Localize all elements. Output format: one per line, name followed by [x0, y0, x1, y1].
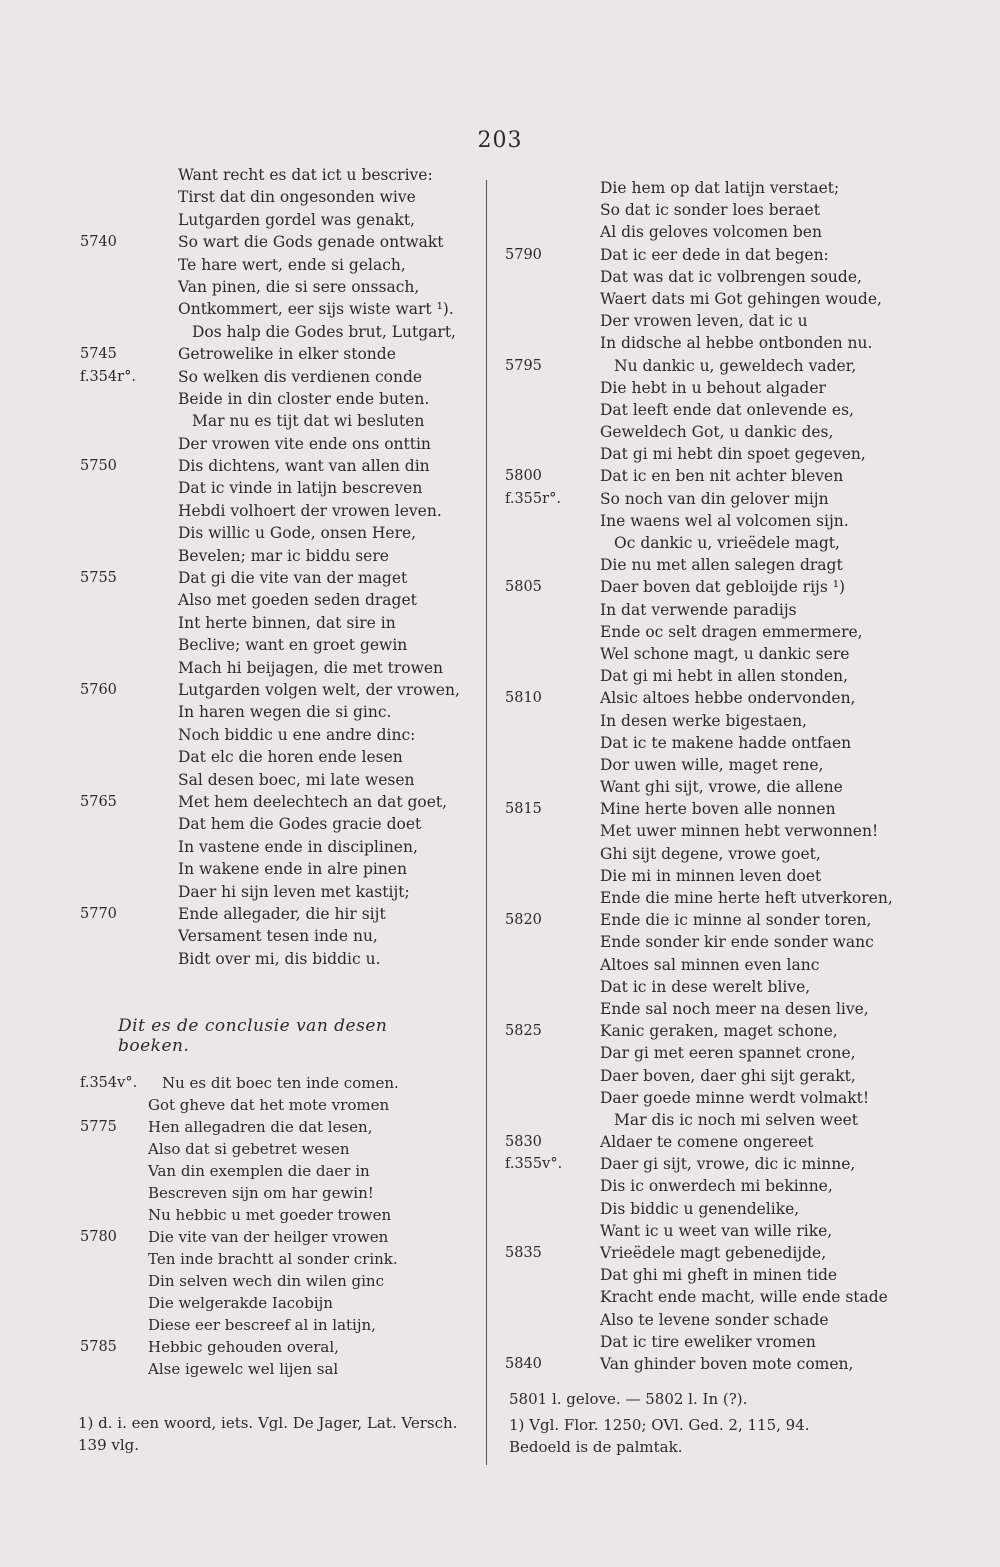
verse-text: Dat leeft ende dat onlevende es,	[600, 400, 854, 419]
verse-line	[80, 410, 480, 432]
verse-text: Wel schone magt, u dankic sere	[600, 644, 850, 663]
verse-line	[505, 887, 893, 909]
verse-text: Aldaer te comene ongereet	[600, 1133, 814, 1152]
line-number: 5825	[505, 1023, 542, 1040]
verse-text: Ontkommert, eer sijs wiste wart ¹).	[178, 300, 454, 319]
verse-text: Lutgarden gordel was genakt,	[178, 210, 415, 229]
line-number: 5750	[80, 458, 117, 475]
verse-text: Der vrowen vite ende ons onttin	[178, 434, 431, 453]
verse-text: Die hebt in u behout algader	[600, 378, 826, 397]
verse-line	[80, 388, 480, 410]
verse-line	[80, 612, 480, 634]
verse-line	[80, 791, 480, 813]
verse-line	[505, 1131, 865, 1153]
verse-text: Dat was dat ic volbrengen soude,	[600, 267, 862, 286]
verse-text: Met hem deelechtech an dat goet,	[178, 792, 448, 811]
verse-text: Ghi sijt degene, vrowe goet,	[600, 844, 821, 863]
verse-text: Dat gi mi hebt din spoet gegeven,	[600, 445, 866, 464]
verse-text: Want ic u weet van wille rike,	[600, 1221, 833, 1240]
verse-line	[505, 732, 865, 754]
verse-line	[505, 621, 865, 643]
verse-text: Dat elc die horen ende lesen	[178, 748, 403, 767]
verse-text: Ende oc selt dragen emmermere,	[600, 622, 863, 641]
verse-line	[505, 1331, 865, 1353]
verse-line	[80, 724, 480, 746]
verse-line	[80, 679, 480, 701]
verse-line	[505, 998, 869, 1020]
line-number: 5795	[505, 357, 542, 374]
verse-text: So wart die Gods genade ontwakt	[178, 233, 444, 252]
verse-text: Bidt over mi, dis biddic u.	[178, 949, 381, 968]
verse-line	[80, 903, 480, 925]
verse-line	[80, 298, 480, 320]
verse-text: Dat ghi mi gheft in minen tide	[600, 1266, 838, 1285]
verse-line	[505, 710, 865, 732]
verse-text: Dor uwen wille, maget rene,	[600, 755, 824, 774]
verse-line	[505, 1242, 865, 1264]
line-number: f.354v°.	[80, 1075, 138, 1091]
verse-line	[80, 164, 480, 186]
verse-text: In dat verwende paradijs	[600, 600, 797, 619]
line-number: 5785	[80, 1339, 117, 1355]
verse-text: Bescreven sijn om har gewin!	[148, 1184, 374, 1202]
verse-line	[505, 1286, 888, 1308]
right-column	[505, 177, 893, 1375]
verse-line	[80, 1182, 480, 1204]
verse-line	[80, 701, 480, 723]
verse-text: Sal desen boec, mi late wesen	[178, 770, 415, 789]
verse-text: Dat ic in dese werelt blive,	[600, 977, 811, 996]
verse-line	[80, 321, 480, 343]
verse-text: Din selven wech din wilen ginc	[148, 1272, 384, 1290]
verse-text: In didsche al hebbe ontbonden nu.	[600, 334, 873, 353]
verse-text: In wakene ende in alre pinen	[178, 860, 407, 879]
verse-text: So noch van din gelover mijn	[600, 489, 829, 508]
verse-text: Kracht ende macht, wille ende stade	[600, 1288, 888, 1307]
line-number: 5755	[80, 570, 117, 587]
verse-text: Dis willic u Gode, onsen Here,	[178, 524, 417, 543]
left-column	[80, 164, 480, 970]
verse-text: Want ghi sijt, vrowe, die allene	[600, 778, 843, 797]
verse-text: Beide in din closter ende buten.	[178, 389, 430, 408]
verse-line	[80, 813, 480, 835]
verse-line	[80, 1138, 480, 1160]
verse-line	[80, 1226, 480, 1248]
verse-text: Noch biddic u ene andre dinc:	[178, 725, 416, 744]
verse-text: Ende sonder kir ende sonder wanc	[600, 933, 874, 952]
verse-line	[505, 909, 872, 931]
page-number: 203	[477, 128, 523, 153]
verse-text: Hebdi volhoert der vrowen leven.	[178, 501, 442, 520]
line-number: 5790	[505, 246, 542, 263]
verse-line	[505, 1042, 865, 1064]
verse-line	[505, 199, 865, 221]
verse-text: Ende allegader, die hir sijt	[178, 904, 386, 923]
verse-line	[505, 865, 865, 887]
verse-text: Die hem op dat latijn verstaet;	[600, 179, 840, 197]
verse-line	[505, 532, 865, 554]
verse-text: Dat gi mi hebt in allen stonden,	[600, 667, 849, 686]
verse-line	[80, 1248, 480, 1270]
verse-line	[80, 455, 480, 477]
verse-text: Hen allegadren die dat lesen,	[148, 1118, 373, 1136]
verse-line	[505, 244, 865, 266]
verse-text: Dat hem die Godes gracie doet	[178, 815, 422, 834]
line-number: 5760	[80, 681, 117, 698]
verse-line	[505, 665, 865, 687]
verse-text: Bevelen; mar ic biddu sere	[178, 546, 389, 565]
verse-text: Also te levene sonder schade	[600, 1310, 829, 1329]
verse-line	[505, 332, 873, 354]
verse-line	[80, 1292, 480, 1314]
verse-line	[80, 276, 480, 298]
verse-line	[505, 1353, 865, 1375]
verse-text: Tirst dat din ongesonden wive	[178, 188, 416, 207]
verse-text: Dos halp die Godes brut, Lutgart,	[192, 322, 456, 341]
verse-text: Dar gi met eeren spannet crone,	[600, 1044, 856, 1063]
verse-line	[80, 1116, 480, 1138]
line-number: f.355v°.	[505, 1156, 563, 1173]
verse-text: Met uwer minnen hebt verwonnen!	[600, 822, 879, 841]
line-number: 5840	[505, 1355, 542, 1372]
verse-text: Nu hebbic u met goeder trowen	[148, 1206, 392, 1224]
verse-line	[505, 976, 865, 998]
verse-line	[505, 599, 865, 621]
verse-text: Dat ic eer dede in dat begen:	[600, 245, 829, 264]
footnotes-right	[509, 1388, 869, 1458]
verse-text: Ende die ic minne al sonder toren,	[600, 911, 872, 930]
verse-text: Die nu met allen salegen dragt	[600, 556, 843, 575]
verse-text: In haren wegen die si ginc.	[178, 703, 392, 722]
verse-line	[80, 500, 480, 522]
verse-line	[80, 433, 480, 455]
verse-line	[80, 231, 480, 253]
verse-line	[80, 881, 480, 903]
verse-line	[505, 954, 865, 976]
verse-text: Versament tesen inde nu,	[178, 927, 378, 946]
verse-text: Van ghinder boven mote comen,	[600, 1354, 854, 1373]
verse-text: Daer boven dat gebloijde rijs ¹)	[600, 578, 845, 597]
verse-text: Dis biddic u genendelike,	[600, 1199, 800, 1218]
verse-line	[505, 177, 865, 199]
verse-text: Got gheve dat het mote vromen	[148, 1096, 390, 1114]
verse-text: Daer boven, daer ghi sijt gerakt,	[600, 1066, 856, 1085]
verse-line	[505, 576, 865, 598]
line-number: f.355r°.	[505, 490, 561, 507]
verse-text: Mach hi beijagen, die met trowen	[178, 658, 443, 677]
verse-text: Int herte binnen, dat sire in	[178, 613, 396, 632]
verse-text: Dat ic vinde in latijn bescreven	[178, 479, 423, 498]
verse-text: Daer hi sijn leven met kastijt;	[178, 882, 410, 901]
verse-line	[505, 443, 865, 465]
verse-text: Die welgerakde Iacobijn	[148, 1294, 333, 1312]
verse-line	[505, 1198, 865, 1220]
verse-line	[80, 589, 480, 611]
line-number: 5820	[505, 912, 542, 929]
line-number: 5805	[505, 579, 542, 596]
verse-line	[505, 355, 865, 377]
verse-text: Die vite van der heilger vrowen	[148, 1228, 389, 1246]
verse-line	[505, 1020, 865, 1042]
verse-text: Te hare wert, ende si gelach,	[178, 255, 406, 274]
verse-line	[80, 522, 480, 544]
verse-line	[505, 310, 865, 332]
verse-text: Mar dis ic noch mi selven weet	[614, 1110, 859, 1129]
verse-text: Daer goede minne werdt volmakt!	[600, 1088, 870, 1107]
verse-text: Ende sal noch meer na desen live,	[600, 999, 869, 1018]
verse-text: Altoes sal minnen even lanc	[600, 955, 820, 974]
verse-line	[80, 1072, 480, 1094]
verse-text: Dat ic te makene hadde ontfaen	[600, 733, 852, 752]
line-number: 5815	[505, 801, 542, 818]
footnote-right: 1) Vgl. Flor. 1250; OVl. Ged. 2, 115, 94. Bedoeld is de palmtak.	[509, 1416, 810, 1456]
verse-line	[505, 221, 865, 243]
verse-line	[505, 798, 865, 820]
verse-text: Ine waens wel al volcomen sijn.	[600, 511, 849, 530]
verse-text: Also dat si gebetret wesen	[148, 1140, 350, 1158]
verse-text: Al dis geloves volcomen ben	[600, 223, 822, 242]
verse-line	[505, 266, 865, 288]
line-number: 5830	[505, 1134, 542, 1151]
verse-text: In vastene ende in disciplinen,	[178, 837, 418, 856]
verse-line	[80, 948, 480, 970]
verse-line	[505, 843, 865, 865]
verse-text: Also met goeden seden draget	[178, 591, 417, 610]
column-divider	[486, 180, 487, 1465]
verse-line	[505, 1065, 865, 1087]
verse-line	[80, 366, 480, 388]
line-number: 5800	[505, 468, 542, 485]
line-number: 5770	[80, 905, 117, 922]
verse-line	[505, 488, 865, 510]
verse-text: Want recht es dat ict u bescrive:	[178, 166, 433, 184]
verse-text: Van pinen, die si sere onssach,	[178, 277, 420, 296]
verse-text: So welken dis verdienen conde	[178, 367, 423, 386]
verse-line	[80, 209, 480, 231]
verse-text: Alse igewelc wel lijen sal	[148, 1360, 339, 1378]
verse-text: Lutgarden volgen welt, der vrowen,	[178, 680, 460, 699]
verse-text: Waert dats mi Got gehingen woude,	[600, 289, 882, 308]
verse-text: So dat ic sonder loes beraet	[600, 201, 820, 220]
verse-line	[80, 1270, 480, 1292]
line-number: 5810	[505, 690, 542, 707]
critical-apparatus: 5801 l. gelove. — 5802 l. In (?).	[509, 1390, 748, 1408]
verse-line	[80, 746, 480, 768]
verse-line	[80, 1160, 480, 1182]
verse-line	[505, 421, 865, 443]
verse-line	[505, 510, 865, 532]
verse-text: Mine herte boven alle nonnen	[600, 800, 836, 819]
verse-line	[80, 477, 480, 499]
verse-text: Beclive; want en groet gewin	[178, 636, 408, 655]
verse-line	[80, 186, 480, 208]
verse-text: Diese eer bescreef al in latijn,	[148, 1316, 376, 1334]
verse-line	[80, 836, 480, 858]
verse-line	[80, 1204, 480, 1226]
verse-text: Dis dichtens, want van allen din	[178, 457, 430, 476]
verse-line	[505, 1309, 865, 1331]
verse-line	[505, 754, 865, 776]
line-number: 5745	[80, 346, 117, 363]
line-number: 5765	[80, 793, 117, 810]
verse-line	[505, 776, 865, 798]
line-number: 5775	[80, 1119, 117, 1135]
verse-text: Kanic geraken, maget schone,	[600, 1022, 838, 1041]
verse-line	[505, 1087, 870, 1109]
verse-line	[505, 820, 879, 842]
verse-line	[505, 465, 865, 487]
verse-text: Mar nu es tijt dat wi besluten	[192, 412, 425, 431]
verse-text: Dat ic tire eweliker vromen	[600, 1332, 816, 1351]
verse-line	[80, 1094, 480, 1116]
verse-line	[80, 657, 480, 679]
verse-text: Alsic altoes hebbe ondervonden,	[600, 689, 856, 708]
verse-text: Hebbic gehouden overal,	[148, 1338, 339, 1356]
verse-text: Die mi in minnen leven doet	[600, 866, 822, 885]
verse-text: Van din exemplen die daer in	[148, 1162, 370, 1180]
line-number: 5740	[80, 234, 117, 251]
verse-line	[505, 1175, 865, 1197]
verse-line	[505, 1109, 865, 1131]
verse-line	[80, 1314, 480, 1336]
verse-text: Dat ic en ben nit achter bleven	[600, 467, 844, 486]
line-number: f.354r°.	[80, 368, 136, 385]
verse-line	[80, 545, 480, 567]
section-heading: Dit es de conclusie van desen boeken.	[118, 1016, 388, 1056]
verse-text: Oc dankic u, vrieëdele magt,	[614, 534, 840, 552]
verse-line	[80, 925, 480, 947]
verse-text: Getrowelike in elker stonde	[178, 345, 396, 364]
verse-text: Vrieëdele magt gebenedijde,	[600, 1244, 827, 1262]
verse-line	[505, 643, 865, 665]
verse-line	[505, 288, 882, 310]
verse-text: Dis ic onwerdech mi bekinne,	[600, 1177, 833, 1196]
verse-text: Daer gi sijt, vrowe, dic ic minne,	[600, 1155, 856, 1174]
verse-text: In desen werke bigestaen,	[600, 711, 807, 730]
line-number: 5835	[505, 1245, 542, 1261]
verse-text: Ten inde brachtt al sonder crink.	[148, 1250, 398, 1268]
verse-text: Der vrowen leven, dat ic u	[600, 312, 808, 331]
verse-line	[505, 1220, 865, 1242]
verse-line	[505, 931, 874, 953]
verse-line	[80, 567, 480, 589]
verse-line	[80, 254, 480, 276]
verse-text: Dat gi die vite van der maget	[178, 569, 408, 588]
verse-line	[80, 769, 480, 791]
line-number: 5780	[80, 1229, 117, 1245]
verse-line	[505, 377, 865, 399]
verse-line	[505, 687, 865, 709]
verse-line	[80, 343, 480, 365]
verse-line	[80, 1336, 480, 1358]
verse-text: Geweldech Got, u dankic des,	[600, 423, 834, 442]
verse-text: Nu dankic u, geweldech vader,	[614, 356, 857, 375]
verse-line	[505, 399, 865, 421]
verse-line	[80, 1358, 480, 1380]
verse-line	[505, 1264, 865, 1286]
verse-line	[505, 554, 865, 576]
verse-text: Nu es dit boec ten inde comen.	[162, 1074, 399, 1092]
verse-line	[505, 1153, 865, 1175]
verse-line	[80, 858, 480, 880]
footnote-left: 1) d. i. een woord, iets. Vgl. De Jager, Lat. Versch. 139 vlg.	[78, 1414, 458, 1454]
left-column-conclusion	[80, 1072, 480, 1380]
verse-text: Ende die mine herte heft utverkoren,	[600, 889, 893, 907]
verse-line	[80, 634, 480, 656]
